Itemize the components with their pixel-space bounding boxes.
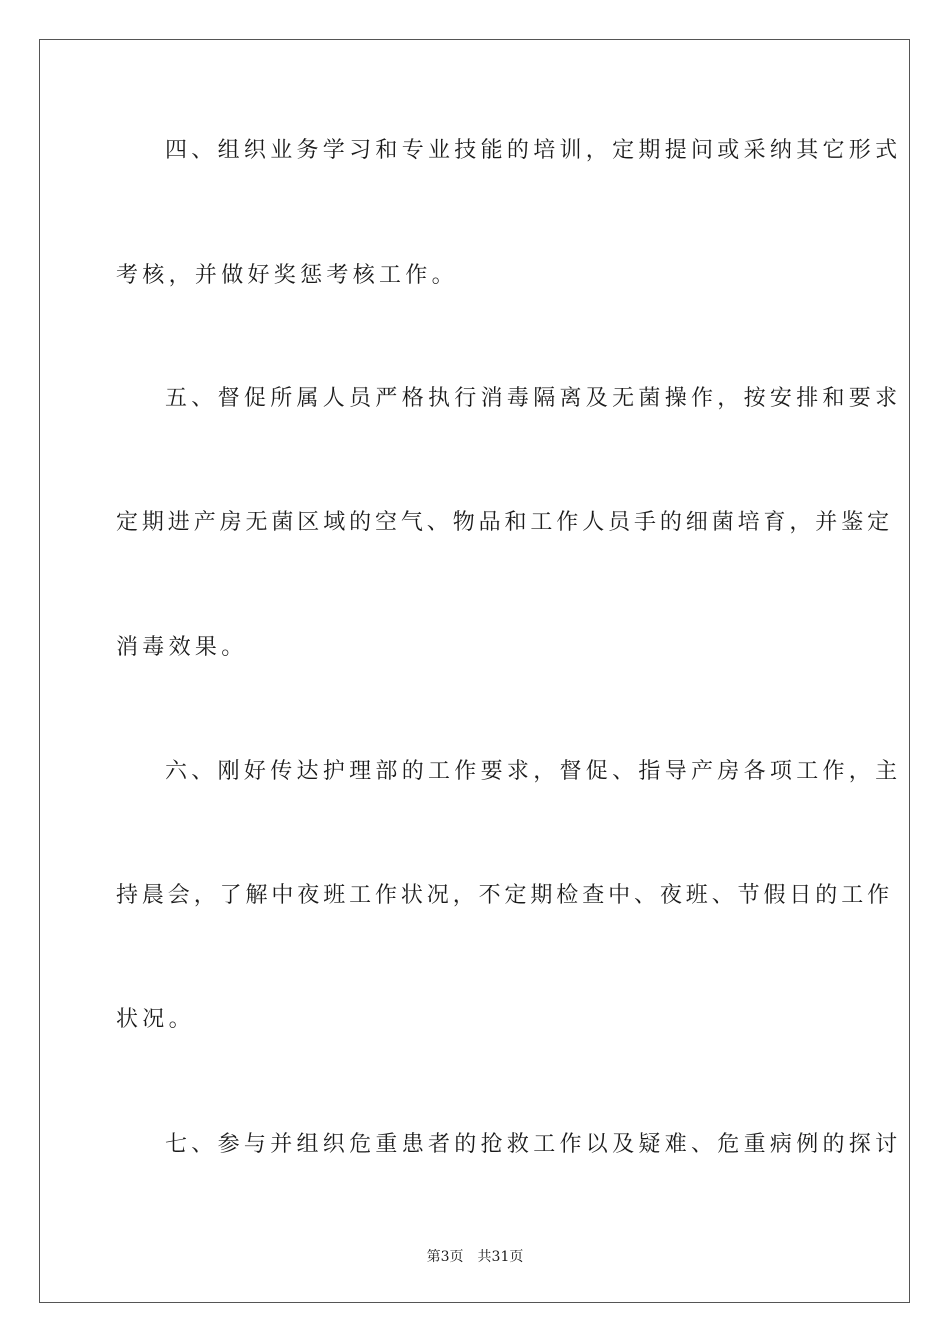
paragraph-5-line-2: 定期进产房无菌区域的空气、物品和工作人员手的细菌培育，并鉴定 — [116, 510, 894, 535]
paragraph-6-line-3: 状况。 — [116, 1007, 195, 1032]
paragraph-7-line-1: 七、参与并组织危重患者的抢救工作以及疑难、危重病例的探讨 — [165, 1132, 902, 1157]
paragraph-5-line-3: 消毒效果。 — [116, 635, 248, 660]
page-total: 共31页 — [477, 1249, 524, 1265]
page-footer — [0, 1246, 950, 1266]
paragraph-6-line-1: 六、刚好传达护理部的工作要求，督促、指导产房各项工作，主 — [165, 759, 902, 784]
paragraph-4-line-1: 四、组织业务学习和专业技能的培训，定期提问或采纳其它形式 — [165, 138, 902, 163]
paragraph-6-line-2: 持晨会，了解中夜班工作状况，不定期检查中、夜班、节假日的工作 — [116, 883, 894, 908]
paragraph-5-line-1: 五、督促所属人员严格执行消毒隔离及无菌操作，按安排和要求 — [165, 386, 902, 411]
page-border — [39, 39, 910, 1303]
page-number: 第3页 — [426, 1249, 464, 1265]
paragraph-4-line-2: 考核，并做好奖惩考核工作。 — [116, 263, 458, 288]
